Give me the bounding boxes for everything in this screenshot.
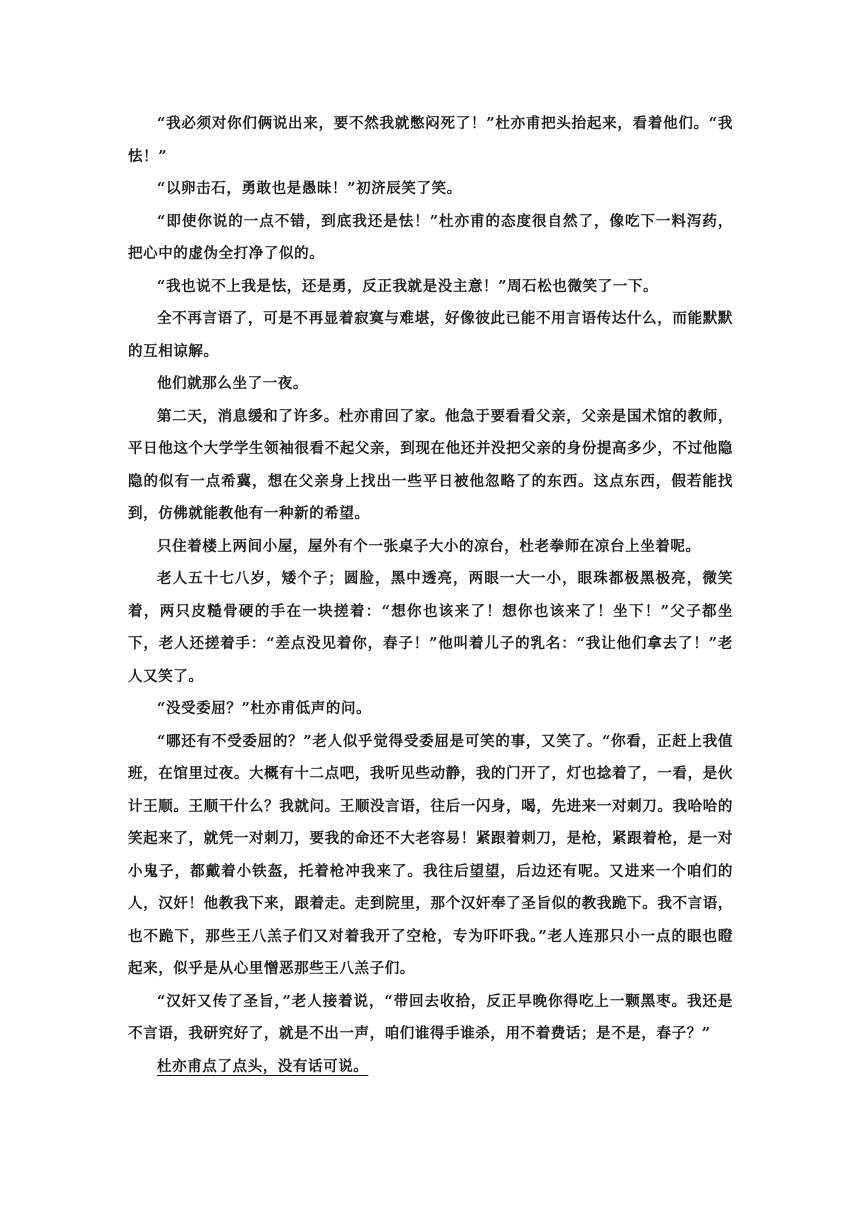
paragraph-1: “我必须对你们俩说出来，要不然我就憋闷死了！”杜亦甫把头抬起来，看着他们。“我怯！” (128, 115, 733, 165)
paragraph-13-underlined (128, 1051, 733, 1084)
underlined-sentence: 杜亦甫点了点头，没有话可说。 (157, 1057, 369, 1075)
paragraph-9: 老人五十七八岁，矮个子；圆脸，黑中透亮，两眼一大一小，眼珠都极黑极亮，微笑着，两只皮糙骨硬的手在一块搓着：“想你也该来了！想你也该来了！坐下！”父子都坐下，老人还搓着手：“差点没见着你，春子！”他叫着儿子的乳名：“我让他们拿去了！”老人又笑了。 (128, 570, 733, 685)
paragraph-11: “哪还有不受委屈的？”老人似乎觉得受委屈是可笑的事，又笑了。“你看，正赶上我值班，在馆里过夜。大概有十二点吧，我听见些动静，我的门开了，灯也捻着了，一看，是伙计王顺。王顺干什么？我就问。王顺没言语，往后一闪身，喝，先进来一对刺刀。我哈哈的笑起来了，就凭一对刺刀，要我的命还不大老容易！紧跟着刺刀，是枪，紧跟着枪，是一对小鬼子，都戴着小铁盔，托着枪冲我来了。我往后望望，后边还有呢。又进来一个咱们的人，汉奸！他教我下来，跟着走。走到院里，那个汉奸奉了圣旨似的教我跪下。我不言语，也不跪下，那些王八羔子们又对着我开了空枪，专为吓吓我。”老人连那只小一点的眼也瞪起来，似乎是从心里憎恶那些王八羔子们。 (128, 732, 733, 977)
paragraph-8: 只住着楼上两间小屋，屋外有个一张桌子大小的凉台，杜老拳师在凉台上坐着呢。 (157, 537, 701, 555)
paragraph-4: “我也说不上我是怯，还是勇，反正我就是没主意！”周石松也微笑了一下。 (157, 277, 659, 295)
paragraph-3: “即使你说的一点不错，到底我还是怯！”杜亦甫的态度很自然了，像吃下一料泻药，把心中的虚伪全打净了似的。 (128, 212, 733, 262)
paragraph-7: 第二天，消息缓和了许多。杜亦甫回了家。他急于要看看父亲，父亲是国术馆的教师，平日他这个大学学生领袖很看不起父亲，到现在他还并没把父亲的身份提高多少，不过他隐隐的似有一点希冀，想在父亲身上找出一些平日被他忽略了的东西。这点东西，假若能找到，仿佛就能教他有一种新的希望。 (128, 407, 733, 522)
paragraph-10: “没受委屈？”杜亦甫低声的问。 (157, 700, 372, 717)
paragraph-12: “汉奸又传了圣旨，”老人接着说，“带回去收拾，反正早晚你得吃上一颗黑枣。我还是不言语，我研究好了，就是不出一声，咱们谁得手谁杀，用不着费话；是不是，春子？” (128, 992, 733, 1042)
paragraph-2: “以卵击石，勇敢也是愚昧！”初济辰笑了笑。 (157, 180, 462, 197)
document-page (128, 108, 733, 1083)
paragraph-6: 他们就那么坐了一夜。 (157, 375, 308, 392)
paragraph-5: 全不再言语了，可是不再显着寂寞与难堪，好像彼此已能不用言语传达什么，而能默默的互相谅解。 (128, 310, 733, 360)
